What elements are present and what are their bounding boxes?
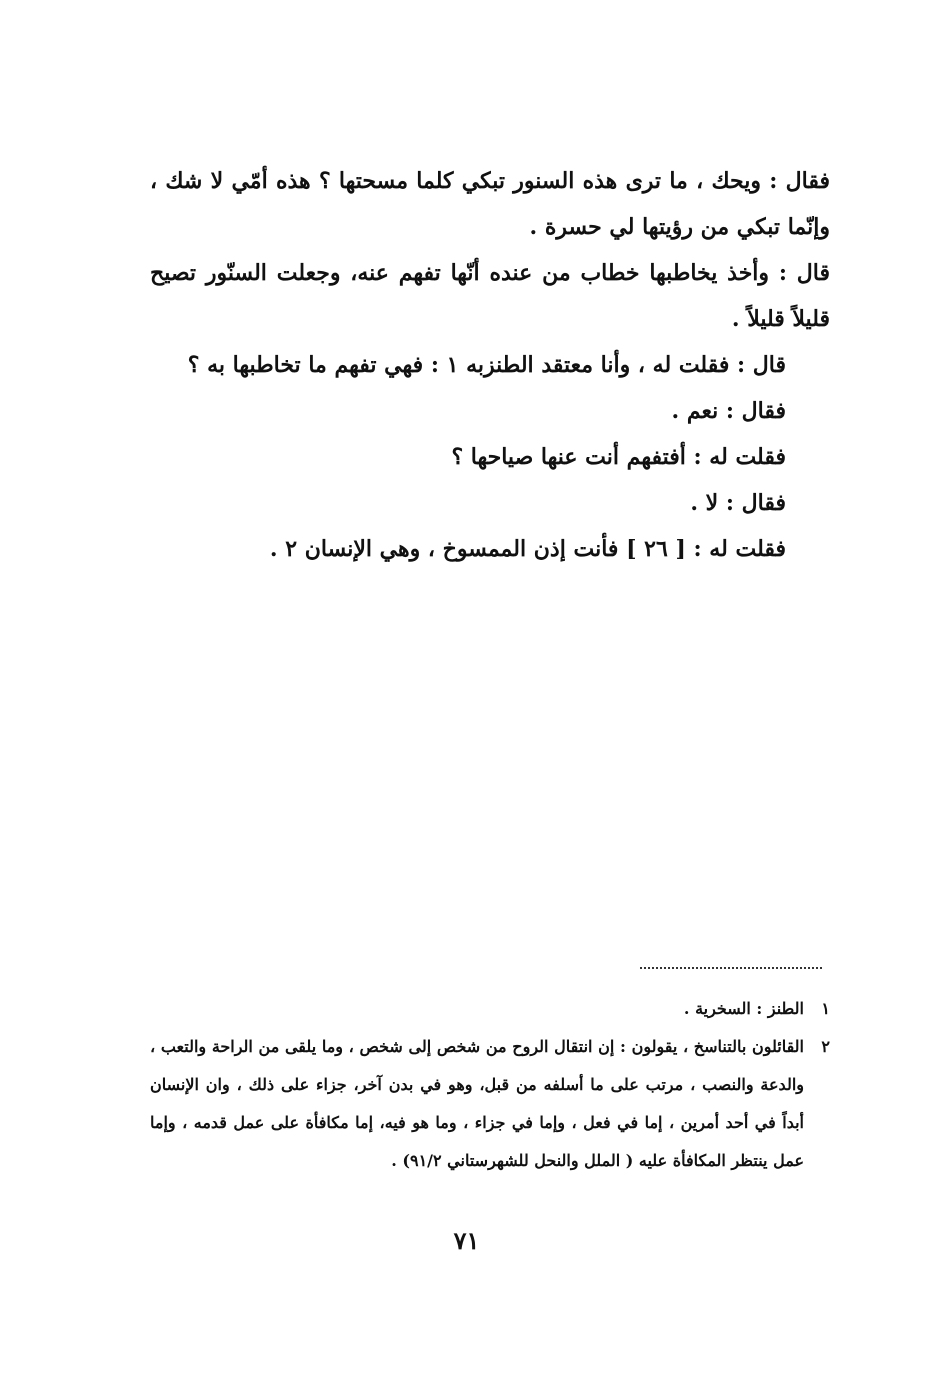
footnote-divider <box>640 967 822 969</box>
main-text-block <box>150 158 830 572</box>
dialogue-line-5: فقلت له : [ ٢٦ ] فأنت إذن الممسوخ ، وهي الإنسان ٢ . <box>269 536 786 562</box>
footnote-number: ٢ <box>821 1037 830 1056</box>
dialogue-line-1: قال : فقلت له ، وأنا معتقد الطنزبه ١ : فهي تفهم ما تخاطبها به ؟ <box>187 352 786 378</box>
dialogue-line-2: فقال : نعم . <box>671 398 786 424</box>
page-number: ٧١ <box>453 1226 480 1255</box>
paragraph-1: فقال : ويحك ، ما ترى هذه السنور تبكي كلما مسحتها ؟ هذه أمّي لا شك ، وإنّما تبكي من رؤيتها لي حسرة . <box>150 168 830 240</box>
footnote-2 <box>150 1028 830 1180</box>
footnote-number: ١ <box>821 999 830 1018</box>
footnote-text: القائلون بالتناسخ ، يقولون : إن انتقال الروح من شخص إلى شخص ، وما يلقى من الراحة والتعب ، والدعة والنصب ، مرتب على ما أسلفه من قبل، وهو في بدن آخر، جزاء على ذلك ، وان الإنسان أبداً في أحد أمرين ، إما في فعل ، وإما في جزاء ، وما هو فيه، إما مكافأة على عمل قدمه ، وإما عمل ينتظر المكافأة عليه ( الملل والنحل للشهرستاني ٩١/٢) . <box>150 1037 804 1170</box>
dialogue-line-3: فقلت له : أفتفهم أنت عنها صياحها ؟ <box>451 444 786 470</box>
footnote-1 <box>150 990 830 1028</box>
footnote-text: الطنز : السخرية . <box>683 999 804 1018</box>
dialogue-line-4: فقال : لا . <box>690 490 786 516</box>
footnotes-block <box>150 990 830 1180</box>
paragraph-2: قال : وأخذ يخاطبها خطاب من عنده أنّها تفهم عنه، وجعلت السنّور تصيح قليلاً قليلاً . <box>150 260 830 332</box>
